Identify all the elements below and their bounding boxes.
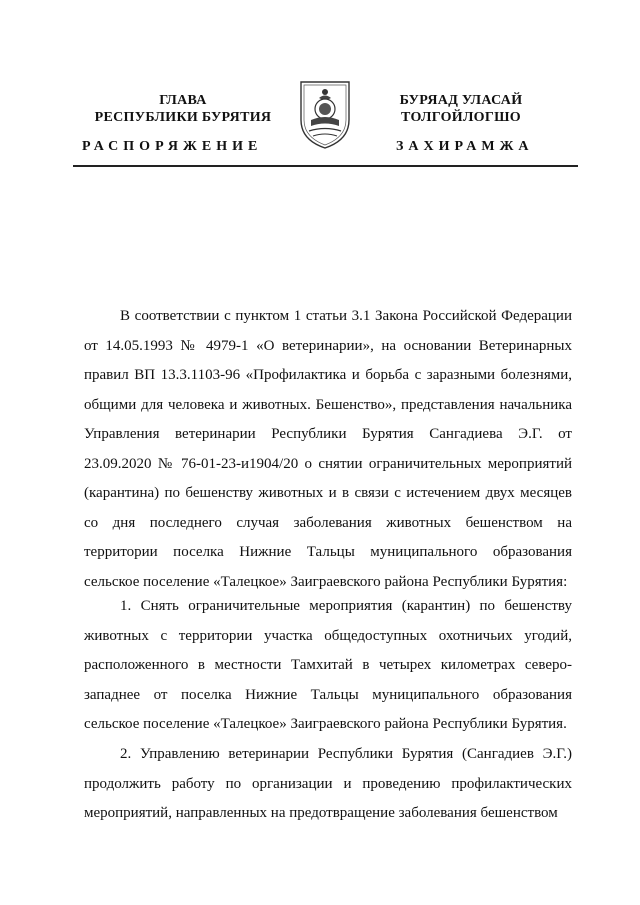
- issuer-title-buryat: [356, 92, 566, 126]
- issuer-line-1-buryat: БУРЯАД УЛАСАЙ: [399, 93, 523, 108]
- issuer-title-russian: [78, 92, 288, 126]
- document-type-buryat: ЗАХИРАМЖА: [396, 139, 534, 154]
- document-type-russian: РАСПОРЯЖЕНИЕ: [82, 139, 263, 154]
- coat-of-arms-icon: [297, 76, 353, 150]
- order-item-2: 2. Управлению ветеринарии Республики Бурятия (Сангадиев Э.Г.) продолжить работу по организации и проведению профилактических мероприятий, направленных на предотвращение заболевания бешенством: [84, 746, 572, 821]
- header-divider: [73, 165, 578, 167]
- issuer-line-2-buryat: ТОЛГОЙЛОГШО: [401, 110, 521, 125]
- issuer-line-2: РЕСПУБЛИКИ БУРЯТИЯ: [94, 110, 272, 125]
- order-item-1: 1. Снять ограничительные мероприятия (карантин) по бешенству животных с территории участка общедоступных охотничьих угодий, расположенного в местности Тамхитай в четырех километрах северо-западнее от поселка Нижние Тальцы муниципального образования сельское поселение «Талецкое» Заиграевского района Республики Бурятия.: [84, 598, 572, 732]
- preamble-paragraph: В соответствии с пунктом 1 статьи 3.1 Закона Российской Федерации от 14.05.1993 № 4979-1 «О ветеринарии», на основании Ветеринарных правил ВП 13.3.1103-96 «Профилактика и борьба с заразными болезнями, общими для человека и животных. Бешенство», представления начальника Управления ветеринарии Республики Бурятия Сангадиева Э.Г. от 23.09.2020 № 76-01-23-и1904/20 о снятии ограничительных мероприятий (карантина) по бешенству животных и в связи с истечением двух месяцев со дня последнего случая заболевания животных бешенством на территории поселка Нижние Тальцы муниципального образования сельское поселение «Талецкое» Заиграевского района Республики Бурятия:: [84, 308, 572, 590]
- issuer-line-1: ГЛАВА: [159, 93, 207, 108]
